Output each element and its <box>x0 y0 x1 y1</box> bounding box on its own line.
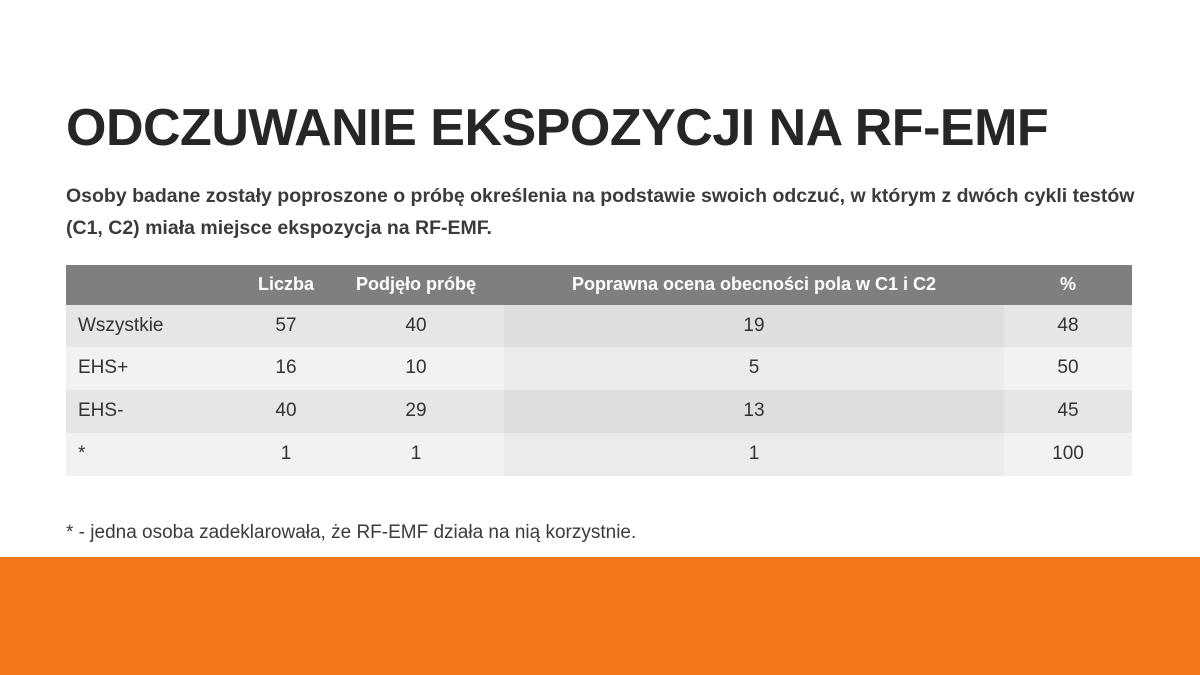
cell-percent: 100 <box>1004 433 1132 476</box>
cell-liczba: 1 <box>244 433 328 476</box>
column-header-label <box>66 265 244 305</box>
cell-row-label: Wszystkie <box>66 305 244 348</box>
results-table <box>66 265 1132 476</box>
cell-proba: 1 <box>328 433 504 476</box>
cell-row-label: EHS- <box>66 390 244 433</box>
table-row <box>66 390 1132 433</box>
page-title: ODCZUWANIE EKSPOZYCJI NA RF-EMF <box>66 98 1049 157</box>
column-header-poprawna-ocena: Poprawna ocena obecności pola w C1 i C2 <box>504 265 1004 305</box>
cell-ocena: 5 <box>504 347 1004 390</box>
cell-proba: 10 <box>328 347 504 390</box>
table-body <box>66 305 1132 476</box>
cell-row-label: * <box>66 433 244 476</box>
table-header-row <box>66 265 1132 305</box>
table-row <box>66 433 1132 476</box>
column-header-podjelo-probe: Podjęło próbę <box>328 265 504 305</box>
cell-percent: 45 <box>1004 390 1132 433</box>
cell-ocena: 1 <box>504 433 1004 476</box>
table-row <box>66 305 1132 348</box>
cell-liczba: 57 <box>244 305 328 348</box>
cell-liczba: 40 <box>244 390 328 433</box>
cell-ocena: 13 <box>504 390 1004 433</box>
cell-percent: 48 <box>1004 305 1132 348</box>
cell-proba: 29 <box>328 390 504 433</box>
table-row <box>66 347 1132 390</box>
accent-band <box>0 557 1200 675</box>
footnote: * - jedna osoba zadeklarowała, że RF-EMF działa na nią korzystnie. <box>66 522 637 543</box>
column-header-percent: % <box>1004 265 1132 305</box>
cell-percent: 50 <box>1004 347 1132 390</box>
slide-subtitle: Osoby badane zostały poproszone o próbę określenia na podstawie swoich odczuć, w którym z dwóch cykli testów (C1, C2) miała miejsce ekspozycja na RF-EMF. <box>66 184 1135 239</box>
table-header <box>66 265 1132 305</box>
column-header-liczba: Liczba <box>244 265 328 305</box>
cell-liczba: 16 <box>244 347 328 390</box>
cell-proba: 40 <box>328 305 504 348</box>
cell-row-label: EHS+ <box>66 347 244 390</box>
cell-ocena: 19 <box>504 305 1004 348</box>
